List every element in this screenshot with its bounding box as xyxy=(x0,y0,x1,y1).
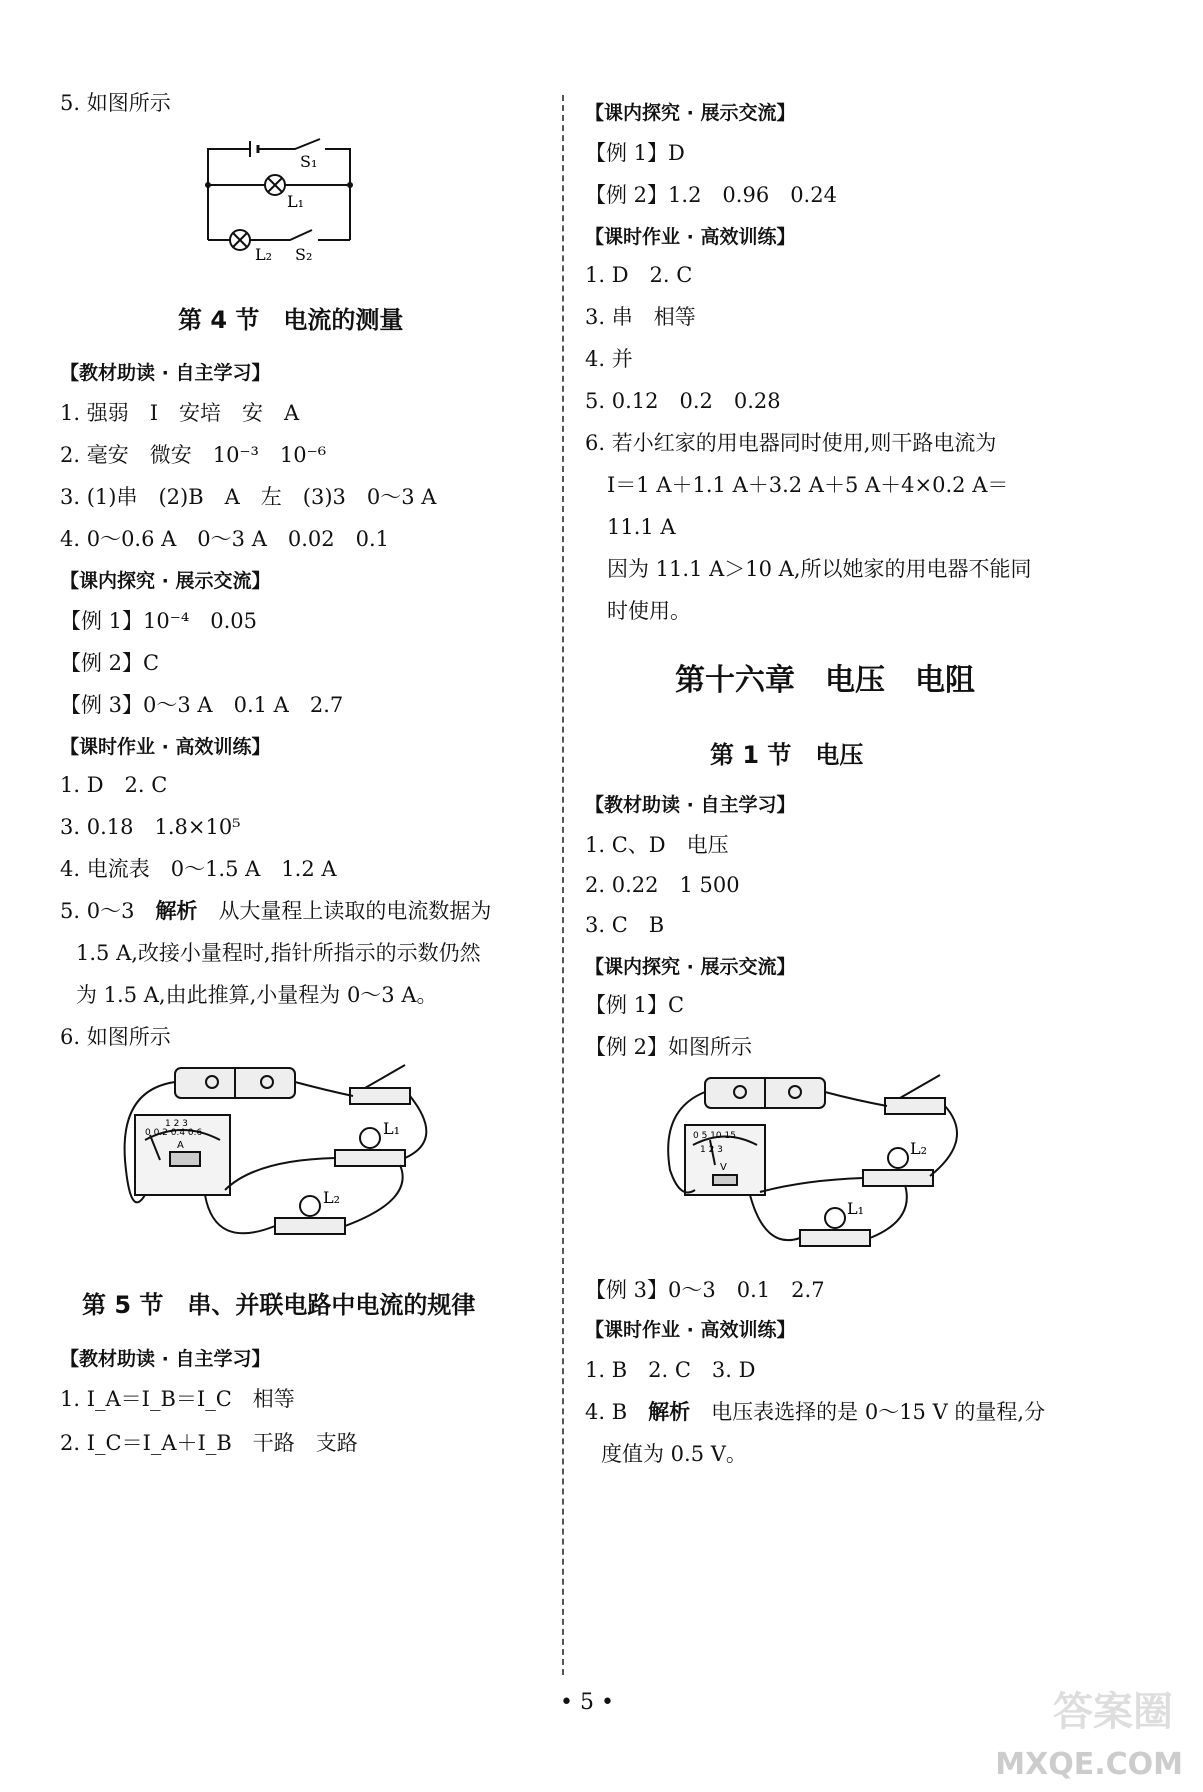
analysis-tag: 解析 xyxy=(155,899,198,923)
answer-line: 6. 若小红家的用电器同时使用,则干路电流为 xyxy=(585,431,997,455)
answer-number: 5. 0～3 xyxy=(60,899,135,923)
heading-homework: 【课时作业 · 高效训练】 xyxy=(585,1319,796,1341)
lamp-l1-label: L₁ xyxy=(847,1199,865,1218)
heading-in-class-exploration: 【课内探究 · 展示交流】 xyxy=(585,956,796,978)
answer-line: 3. 0.18 1.8×10⁵ xyxy=(60,815,241,839)
answer-line: 【例 2】如图所示 xyxy=(585,1035,753,1059)
answer-line: 3. 串 相等 xyxy=(585,305,696,329)
lamp-l2-label: L₂ xyxy=(255,245,273,264)
answer-line: 【例 1】C xyxy=(585,993,685,1017)
lamp-l1-label: L₁ xyxy=(383,1119,401,1138)
answer-line: 【例 3】0～3 0.1 2.7 xyxy=(585,1278,825,1302)
switch-s2-label: S₂ xyxy=(295,245,313,264)
column-divider xyxy=(562,95,564,1675)
answer-line: 1. D 2. C xyxy=(60,773,168,797)
answer-line xyxy=(60,896,491,926)
heading-textbook-reading: 【教材助读 · 自主学习】 xyxy=(60,362,271,384)
heading-in-class-exploration: 【课内探究 · 展示交流】 xyxy=(585,102,796,124)
meter-scale-small: 0 0.2 0.4 0.6 xyxy=(145,1128,203,1138)
answer-line: 【例 1】10⁻⁴ 0.05 xyxy=(60,609,258,633)
answer-line: 11.1 A xyxy=(607,515,676,539)
answer-number: 4. B xyxy=(585,1400,628,1424)
meter-unit: V xyxy=(720,1162,727,1173)
watermark-logo: 答案圈 xyxy=(1053,1689,1173,1735)
analysis-text: 电压表选择的是 0～15 V 的量程,分 xyxy=(711,1400,1046,1424)
answer-line: 3. (1)串 (2)B A 左 (3)3 0～3 A xyxy=(60,485,437,509)
heading-in-class-exploration: 【课内探究 · 展示交流】 xyxy=(60,570,271,592)
answer-line: 【例 2】C xyxy=(60,651,160,675)
answer-line: 4. 并 xyxy=(585,347,633,371)
answer-line: 4. 0～0.6 A 0～3 A 0.02 0.1 xyxy=(60,527,390,551)
section-5-title: 第 5 节 串、并联电路中电流的规律 xyxy=(82,1291,476,1319)
heading-homework: 【课时作业 · 高效训练】 xyxy=(60,736,271,758)
answer-line: 【例 3】0～3 A 0.1 A 2.7 xyxy=(60,693,344,717)
answer-line: 时使用。 xyxy=(607,599,691,623)
section-4-title: 第 4 节 电流的测量 xyxy=(178,306,404,334)
analysis-text: 从大量程上读取的电流数据为 xyxy=(218,899,492,923)
answer-line: 【例 1】D xyxy=(585,141,685,165)
watermark-url: MXQE.COM xyxy=(995,1747,1183,1782)
answer-line: 2. 毫安 微安 10⁻³ 10⁻⁶ xyxy=(60,443,327,467)
heading-homework: 【课时作业 · 高效训练】 xyxy=(585,226,796,248)
meter-scale-large: 0 5 10 15 xyxy=(693,1131,736,1141)
answer-line: 1.5 A,改接小量程时,指针所指示的示数仍然 xyxy=(76,941,481,965)
ammeter-circuit-illustration xyxy=(115,1060,535,1260)
answer-line: 1. B 2. C 3. D xyxy=(585,1358,756,1382)
heading-textbook-reading: 【教材助读 · 自主学习】 xyxy=(585,794,796,816)
meter-scale-large: 1 2 3 xyxy=(165,1119,188,1129)
answer-line: 【例 2】1.2 0.96 0.24 xyxy=(585,183,837,207)
q5-label: 5. 如图所示 xyxy=(60,91,171,115)
lamp-l2-label: L₂ xyxy=(323,1188,341,1207)
answer-line: 1. 强弱 I 安培 安 A xyxy=(60,401,300,425)
voltmeter-circuit-illustration xyxy=(655,1070,995,1270)
answer-line: 因为 11.1 A＞10 A,所以她家的用电器不能同 xyxy=(607,557,1032,581)
answer-line: 1. I_A＝I_B＝I_C 相等 xyxy=(60,1387,295,1411)
answer-line: 6. 如图所示 xyxy=(60,1025,171,1049)
answer-line: I＝1 A＋1.1 A＋3.2 A＋5 A＋4×0.2 A＝ xyxy=(607,473,1009,497)
answer-line: 4. 电流表 0～1.5 A 1.2 A xyxy=(60,857,337,881)
answer-line: 2. 0.22 1 500 xyxy=(585,873,740,897)
analysis-tag: 解析 xyxy=(648,1400,691,1424)
meter-unit: A xyxy=(177,1140,184,1151)
answer-line: 3. C B xyxy=(585,913,665,937)
switch-s1-label: S₁ xyxy=(300,152,318,171)
lamp-l2-label: L₂ xyxy=(910,1139,928,1158)
answer-line: 5. 0.12 0.2 0.28 xyxy=(585,389,781,413)
meter-scale-small: 1 2 3 xyxy=(700,1145,723,1155)
lamp-l1-label: L₁ xyxy=(287,192,305,211)
answer-line: 1. C、D 电压 xyxy=(585,833,729,857)
parallel-circuit-diagram xyxy=(200,135,370,265)
heading-textbook-reading: 【教材助读 · 自主学习】 xyxy=(60,1348,271,1370)
answer-line: 度值为 0.5 V。 xyxy=(601,1442,747,1466)
answer-line xyxy=(585,1397,1045,1427)
page-number: • 5 • xyxy=(560,1690,614,1715)
chapter-16-title: 第十六章 电压 电阻 xyxy=(675,663,975,698)
section-1-title: 第 1 节 电压 xyxy=(710,741,864,769)
answer-line: 2. I_C＝I_A＋I_B 干路 支路 xyxy=(60,1431,358,1455)
answer-line: 为 1.5 A,由此推算,小量程为 0～3 A。 xyxy=(76,983,438,1007)
answer-line: 1. D 2. C xyxy=(585,263,693,287)
